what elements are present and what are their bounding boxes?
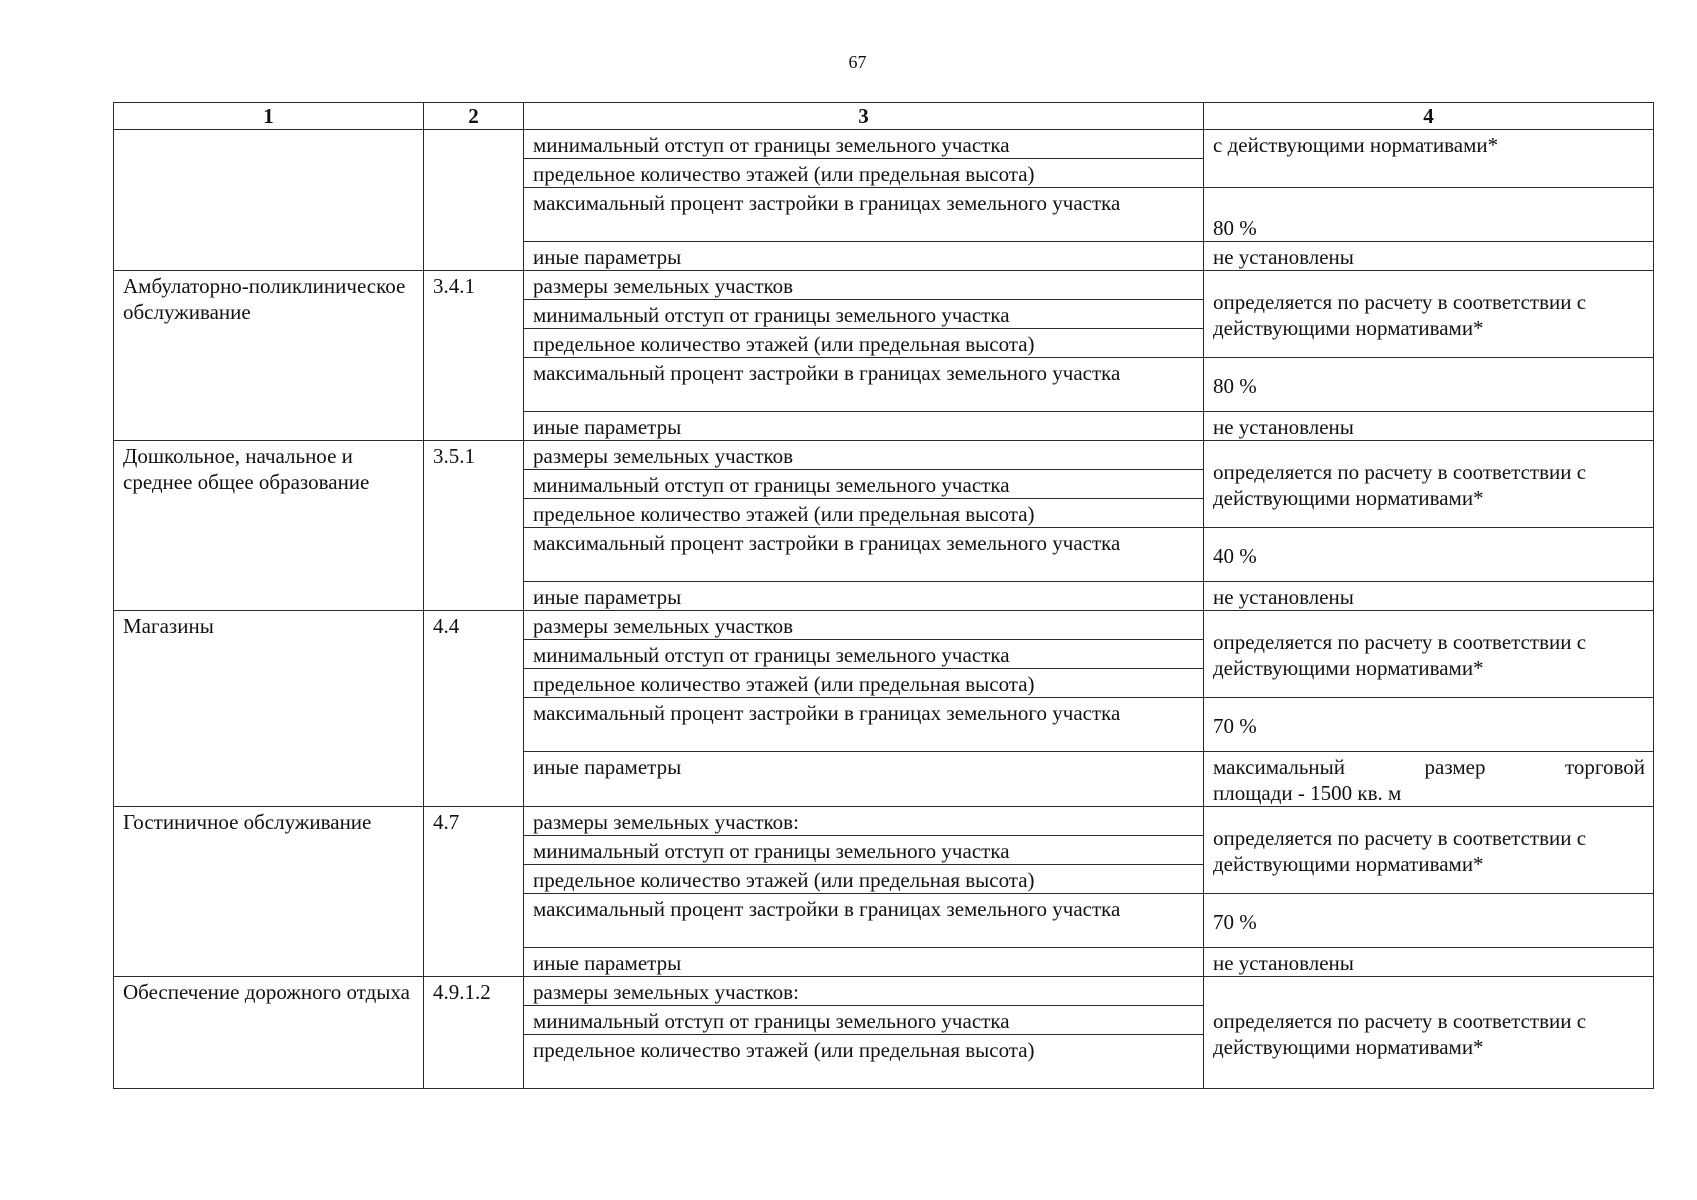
use-type-cell: Обеспечение дорожного отдыха	[114, 977, 424, 1089]
table-row	[114, 977, 1654, 1006]
parameter-name-cell: предельное количество этажей (или предельная высота)	[524, 329, 1204, 358]
value-second-line: площади - 1500 кв. м	[1213, 781, 1402, 805]
parameter-name-cell: иные параметры	[524, 948, 1204, 977]
parameter-value-cell: 70 %	[1204, 894, 1654, 948]
parameter-name-cell: максимальный процент застройки в границах земельного участка	[524, 894, 1204, 948]
parameter-value-cell: определяется по расчету в соответствии с действующими нормативами*	[1204, 611, 1654, 698]
use-type-cell: Магазины	[114, 611, 424, 807]
parameter-name-cell: предельное количество этажей (или предельная высота)	[524, 159, 1204, 188]
parameter-name-cell: иные параметры	[524, 582, 1204, 611]
parameter-name-cell: минимальный отступ от границы земельного участка	[524, 1006, 1204, 1035]
parameter-value-cell: не установлены	[1204, 242, 1654, 271]
parameter-value-cell: 70 %	[1204, 698, 1654, 752]
parameter-name-cell: максимальный процент застройки в границах земельного участка	[524, 698, 1204, 752]
table-row	[114, 271, 1654, 300]
table-row	[114, 807, 1654, 836]
table-header-row	[114, 103, 1654, 130]
table-row	[114, 130, 1654, 159]
parameter-name-cell: предельное количество этажей (или предельная высота)	[524, 499, 1204, 528]
value-word: максимальный	[1213, 755, 1345, 779]
parameter-name-cell: иные параметры	[524, 412, 1204, 441]
table-row	[114, 441, 1654, 470]
value-justified-line	[1213, 754, 1645, 780]
parameter-name-cell: размеры земельных участков	[524, 271, 1204, 300]
column-header: 1	[114, 103, 424, 130]
column-header: 3	[524, 103, 1204, 130]
parameter-name-cell: максимальный процент застройки в границах земельного участка	[524, 528, 1204, 582]
use-type-cell	[114, 130, 424, 271]
use-code-cell: 4.9.1.2	[424, 977, 524, 1089]
parameter-name-cell: минимальный отступ от границы земельного участка	[524, 640, 1204, 669]
use-type-cell: Амбулаторно-поликлиническое обслуживание	[114, 271, 424, 441]
parameter-value-cell: не установлены	[1204, 412, 1654, 441]
parameter-value-cell: 80 %	[1204, 188, 1654, 242]
parameter-name-cell: иные параметры	[524, 242, 1204, 271]
parameter-name-cell: размеры земельных участков:	[524, 807, 1204, 836]
parameter-name-cell: минимальный отступ от границы земельного участка	[524, 300, 1204, 329]
use-code-cell: 3.4.1	[424, 271, 524, 441]
parameter-name-cell: предельное количество этажей (или предельная высота)	[524, 865, 1204, 894]
parameter-name-cell: размеры земельных участков	[524, 441, 1204, 470]
use-code-cell: 4.4	[424, 611, 524, 807]
table-row	[114, 611, 1654, 640]
parameter-value-cell: не установлены	[1204, 582, 1654, 611]
parameter-value-cell: не установлены	[1204, 948, 1654, 977]
parameter-name-cell: предельное количество этажей (или предельная высота)	[524, 1035, 1204, 1089]
table-body	[114, 130, 1654, 1089]
use-code-cell	[424, 130, 524, 271]
parameter-name-cell: максимальный процент застройки в границах земельного участка	[524, 358, 1204, 412]
use-code-cell: 3.5.1	[424, 441, 524, 611]
parameter-value-cell: определяется по расчету в соответствии с действующими нормативами*	[1204, 807, 1654, 894]
use-code-cell: 4.7	[424, 807, 524, 977]
parameter-value-cell: 40 %	[1204, 528, 1654, 582]
parameter-value-cell: определяется по расчету в соответствии с действующими нормативами*	[1204, 977, 1654, 1089]
parameter-value-cell: с действующими нормативами*	[1204, 130, 1654, 188]
use-type-cell: Гостиничное обслуживание	[114, 807, 424, 977]
parameter-value-cell	[1204, 752, 1654, 807]
page-number: 67	[848, 52, 867, 72]
column-header: 2	[424, 103, 524, 130]
value-word: размер	[1424, 755, 1486, 779]
parameter-value-cell: определяется по расчету в соответствии с действующими нормативами*	[1204, 271, 1654, 358]
parameter-value-cell: 80 %	[1204, 358, 1654, 412]
parameter-name-cell: иные параметры	[524, 752, 1204, 807]
parameter-name-cell: размеры земельных участков:	[524, 977, 1204, 1006]
use-type-cell: Дошкольное, начальное и среднее общее образование	[114, 441, 424, 611]
zoning-parameters-table	[113, 102, 1654, 1089]
parameter-value-cell: определяется по расчету в соответствии с действующими нормативами*	[1204, 441, 1654, 528]
parameter-name-cell: минимальный отступ от границы земельного участка	[524, 836, 1204, 865]
value-word: торговой	[1564, 755, 1645, 779]
parameter-name-cell: минимальный отступ от границы земельного участка	[524, 130, 1204, 159]
parameter-name-cell: максимальный процент застройки в границах земельного участка	[524, 188, 1204, 242]
parameter-name-cell: размеры земельных участков	[524, 611, 1204, 640]
column-header: 4	[1204, 103, 1654, 130]
parameter-name-cell: предельное количество этажей (или предельная высота)	[524, 669, 1204, 698]
parameter-name-cell: минимальный отступ от границы земельного участка	[524, 470, 1204, 499]
